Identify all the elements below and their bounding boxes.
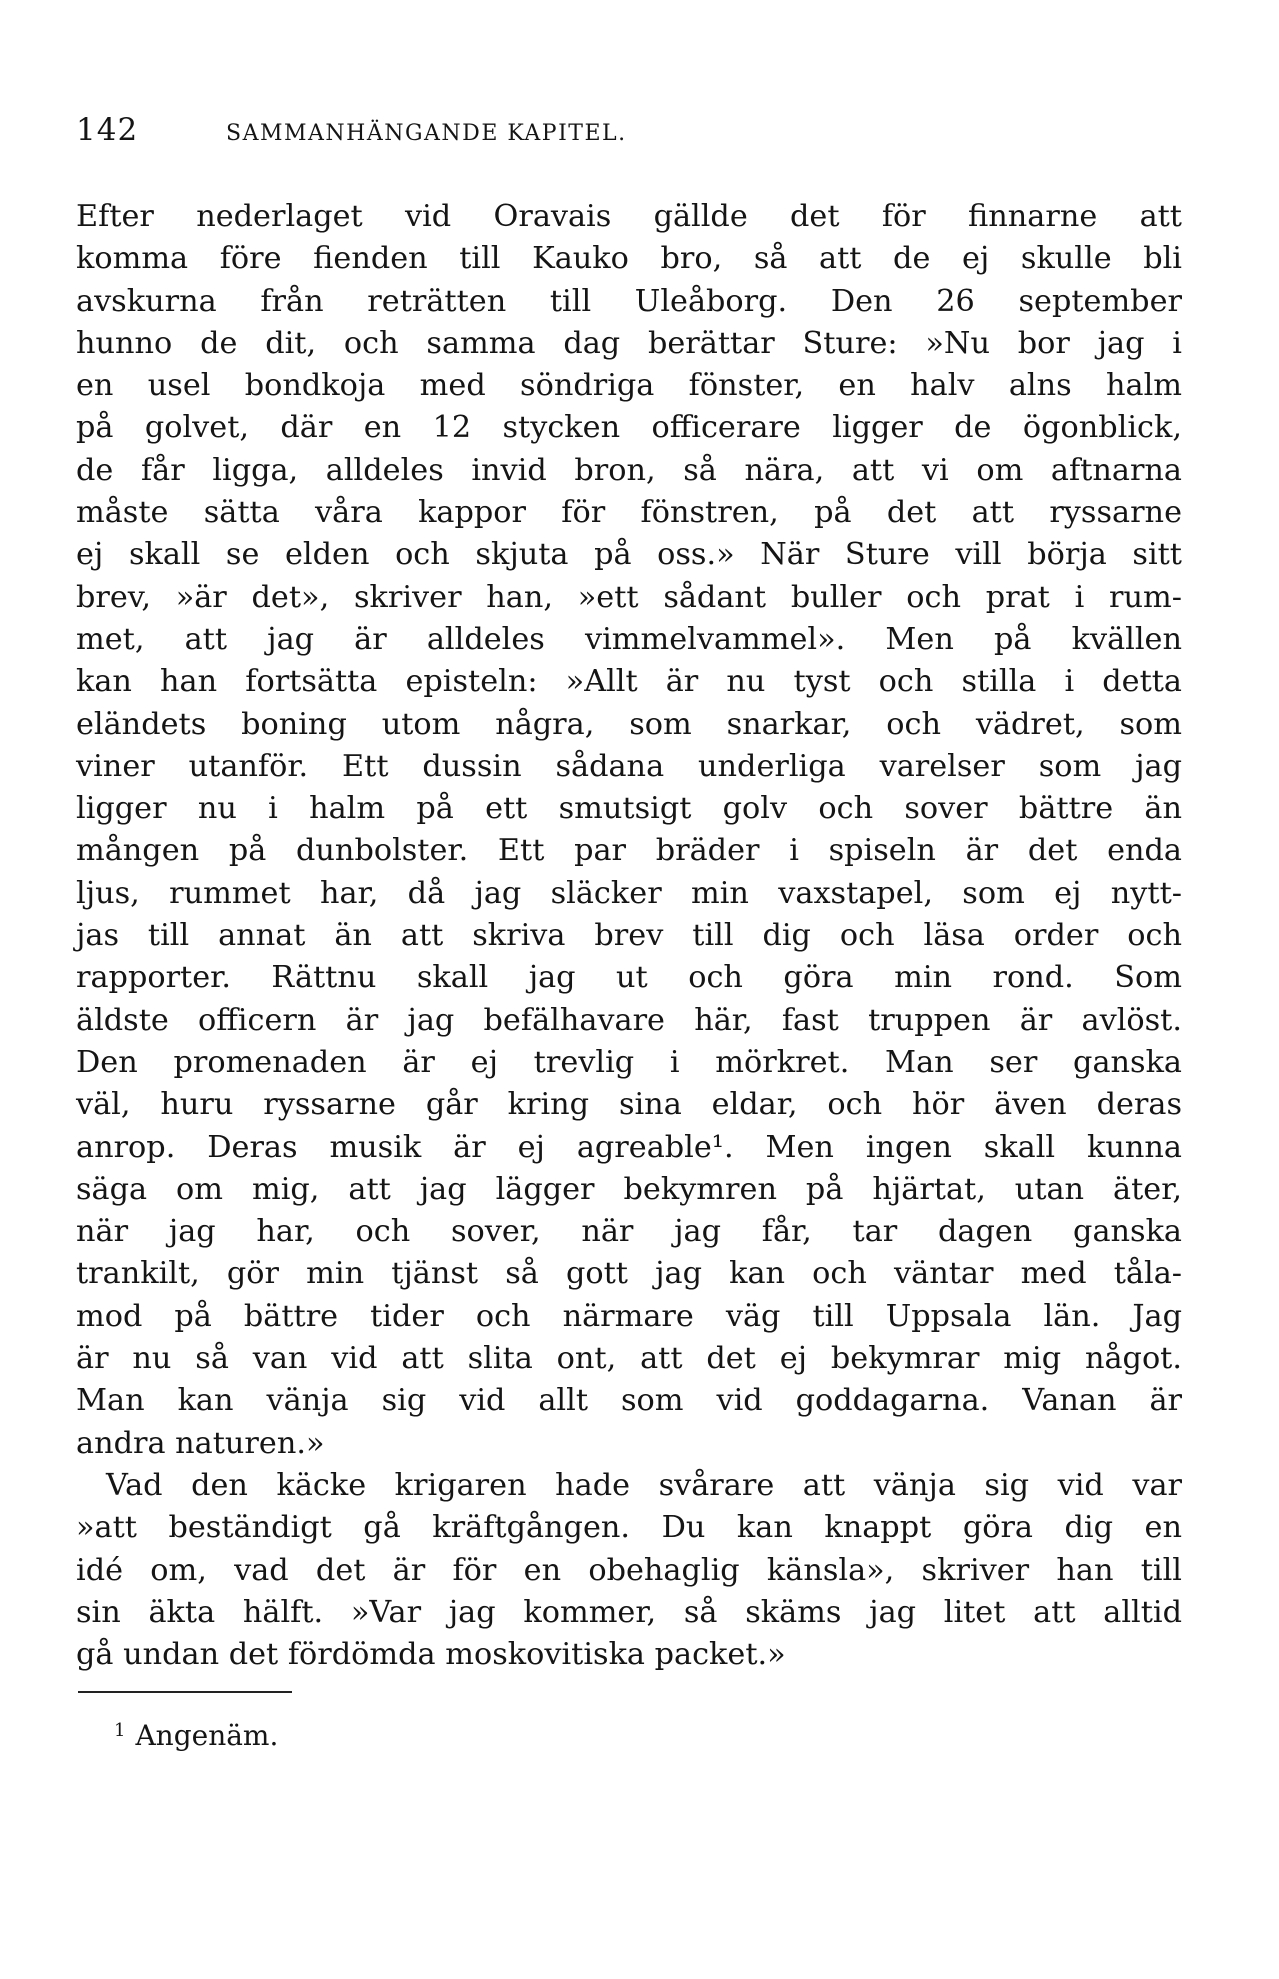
text-line: säga om mig, att jag lägger bekymren på hjärtat, utan äter,: [76, 1171, 1182, 1207]
text-line: gå undan det fördömda moskovitiska packet.»: [76, 1637, 786, 1673]
text-line: är nu så van vid att slita ont, att det ej bekymrar mig något.: [76, 1341, 1182, 1377]
footnote: [114, 1713, 278, 1754]
footnote-rule: [78, 1691, 292, 1693]
text-line: ej skall se elden och skjuta på oss.» När Sture vill börja sitt: [76, 537, 1182, 573]
text-line: met, att jag är alldeles vimmelvammel». Men på kvällen: [76, 621, 1182, 657]
text-line: väl, huru ryssarne går kring sina eldar, och hör även deras: [76, 1087, 1182, 1123]
text-line: mången på dunbolster. Ett par bräder i spiseln är det enda: [76, 833, 1182, 869]
page-number: 142: [76, 112, 139, 148]
body-text: [76, 196, 1182, 1676]
text-line: Vad den käcke krigaren hade svårare att vänja sig vid var: [106, 1467, 1182, 1503]
footnote-mark: 1: [114, 1720, 126, 1741]
text-line: kan han fortsätta episteln: »Allt är nu tyst och stilla i detta: [76, 664, 1182, 700]
text-line: jas till annat än att skriva brev till dig och läsa order och: [76, 918, 1182, 954]
text-line: Den promenaden är ej trevlig i mörkret. Man ser ganska: [76, 1044, 1182, 1080]
text-line: rapporter. Rättnu skall jag ut och göra min rond. Som: [76, 960, 1182, 996]
text-line: idé om, vad det är för en obehaglig känsla», skriver han till: [76, 1552, 1182, 1588]
paragraph: [76, 196, 1182, 1465]
text-line: ligger nu i halm på ett smutsigt golv och sover bättre än: [76, 791, 1182, 827]
text-line: hunno de dit, och samma dag berättar Sture: »Nu bor jag i: [76, 325, 1182, 361]
text-line: på golvet, där en 12 stycken officerare ligger de ögonblick,: [76, 410, 1182, 446]
text-line: måste sätta våra kappor för fönstren, på det att ryssarne: [76, 495, 1182, 531]
text-line: anrop. Deras musik är ej agreable¹. Men ingen skall kunna: [76, 1129, 1182, 1165]
text-line: när jag har, och sover, när jag får, tar dagen ganska: [76, 1214, 1182, 1250]
chapter-title: SAMMANHÄNGANDE KAPITEL.: [226, 121, 627, 146]
text-line: Efter nederlaget vid Oravais gällde det för finnarne att: [76, 199, 1182, 234]
text-line: andra naturen.»: [76, 1425, 325, 1461]
text-line: eländets boning utom några, som snarkar, och vädret, som: [76, 706, 1182, 742]
text-line: en usel bondkoja med söndriga fönster, en halv alns halm: [76, 368, 1182, 404]
running-head: [76, 112, 627, 152]
text-line: viner utanför. Ett dussin sådana underliga varelser som jag: [76, 748, 1182, 784]
text-line: ljus, rummet har, då jag släcker min vaxstapel, som ej nytt-: [76, 875, 1182, 911]
footnote-text: Angenäm.: [135, 1719, 279, 1752]
text-line: mod på bättre tider och närmare väg till Uppsala län. Jag: [76, 1298, 1182, 1334]
text-line: trankilt, gör min tjänst så gott jag kan och väntar med tåla-: [76, 1256, 1182, 1292]
text-line: komma före fienden till Kauko bro, så att de ej skulle bli: [76, 241, 1182, 277]
text-line: Man kan vänja sig vid allt som vid goddagarna. Vanan är: [76, 1383, 1182, 1419]
text-line: brev, »är det», skriver han, »ett sådant buller och prat i rum-: [76, 579, 1182, 615]
text-line: de får ligga, alldeles invid bron, så nära, att vi om aftnarna: [76, 452, 1182, 488]
text-line: äldste officern är jag befälhavare här, fast truppen är avlöst.: [76, 1002, 1182, 1038]
paragraph: [76, 1465, 1182, 1676]
text-line: sin äkta hälft. »Var jag kommer, så skäms jag litet att alltid: [76, 1594, 1182, 1630]
text-line: »att beständigt gå kräftgången. Du kan knappt göra dig en: [76, 1510, 1182, 1546]
text-line: avskurna från reträtten till Uleåborg. Den 26 september: [76, 283, 1182, 319]
